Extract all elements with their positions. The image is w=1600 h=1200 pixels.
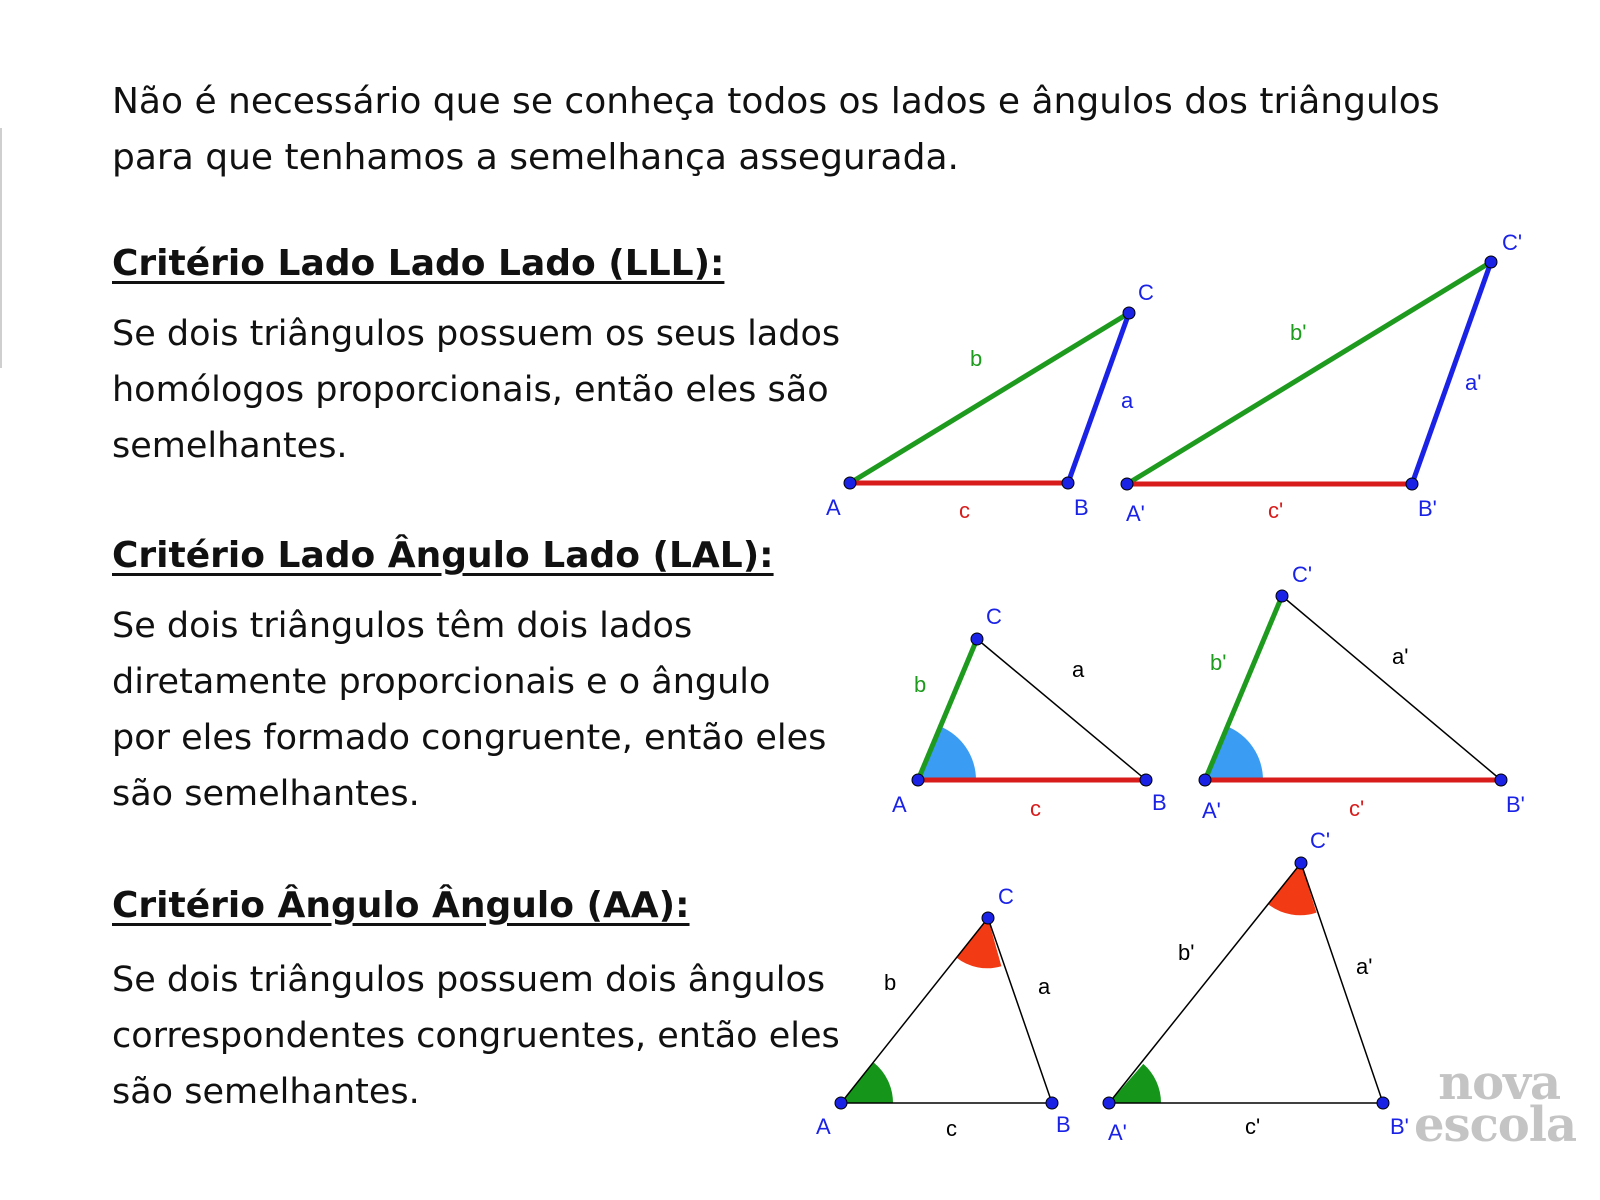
lll-t2-label-B: B' — [1418, 496, 1437, 521]
lll-t2-point-c — [1485, 256, 1497, 268]
lal-t2-side-a — [1282, 596, 1501, 780]
intro-text: Não é necessário que se conheça todos os lados e ângulos dos triângulos para que tenhamos a semelhança assegurada. — [112, 81, 1440, 178]
logo-line-1: nova — [1438, 1055, 1561, 1111]
aa-t2-point-c — [1295, 857, 1307, 869]
lal-t1-point-b — [1140, 774, 1152, 786]
lll-triangle-1 — [826, 280, 1154, 523]
aa-t1-point-a — [835, 1097, 847, 1109]
aa-t2-point-b — [1377, 1097, 1389, 1109]
aa-t1-label-A: A — [816, 1114, 831, 1139]
body-lal: Se dois triângulos têm dois lados diretamente proporcionais e o ângulo por eles formado congruente, então eles são semelhantes. — [112, 606, 827, 814]
aa-t1-angle-a — [841, 1063, 893, 1103]
lll-t2-label-a: a' — [1465, 370, 1482, 395]
aa-t1-label-a: a — [1038, 974, 1051, 999]
aa-t1-label-C: C — [998, 884, 1014, 909]
figure-lll — [826, 230, 1522, 526]
aa-t2-label-A: A' — [1108, 1120, 1127, 1145]
lll-t2-point-b — [1406, 478, 1418, 490]
lal-t2-point-a — [1199, 774, 1211, 786]
lll-t1-label-a: a — [1121, 388, 1134, 413]
aa-t2-label-a: a' — [1356, 954, 1373, 979]
lll-t1-point-a — [844, 477, 856, 489]
aa-t1-angle-c — [956, 918, 1001, 968]
lll-t1-point-c — [1123, 307, 1135, 319]
aa-t1-label-B: B — [1056, 1112, 1071, 1137]
aa-t1-label-b: b — [884, 970, 897, 995]
body-lll: Se dois triângulos possuem os seus lados homólogos proporcionais, então eles são semelhantes. — [112, 314, 841, 466]
body-aa: Se dois triângulos possuem dois ângulos correspondentes congruentes, então eles são semelhantes. — [112, 960, 840, 1112]
lal-t1-label-B: B — [1152, 790, 1167, 815]
aa-t1-label-c: c — [946, 1116, 957, 1141]
aa-t2-outline — [1109, 863, 1383, 1103]
lal-t1-label-a: a — [1072, 657, 1085, 682]
lll-t1-label-A: A — [826, 495, 841, 520]
lal-t1-label-b: b — [914, 672, 927, 697]
lal-t2-point-b — [1495, 774, 1507, 786]
aa-t2-label-c: c' — [1245, 1114, 1261, 1139]
lal-t2-label-c: c' — [1349, 796, 1365, 821]
lal-t1-label-C: C — [986, 604, 1002, 629]
aa-t2-label-B: B' — [1390, 1114, 1409, 1139]
lll-t1-label-b: b — [970, 346, 983, 371]
figure-lal — [892, 562, 1525, 823]
heading-lll: Critério Lado Lado Lado (LLL): — [112, 243, 725, 284]
aa-t1-point-c — [982, 912, 994, 924]
lll-t2-label-C: C' — [1502, 230, 1523, 255]
lll-t1-label-B: B — [1074, 495, 1089, 520]
lll-triangle-2 — [1121, 230, 1522, 526]
lal-t1-side-a — [977, 639, 1146, 780]
aa-triangle-1 — [816, 884, 1071, 1141]
lal-t2-label-B: B' — [1506, 792, 1525, 817]
aa-triangle-2 — [1103, 828, 1409, 1145]
lal-t2-label-a: a' — [1392, 644, 1409, 669]
aa-t1-point-b — [1046, 1097, 1058, 1109]
lal-t2-label-A: A' — [1202, 798, 1221, 823]
lll-t2-side-b — [1127, 262, 1491, 484]
lll-t1-side-b — [850, 313, 1129, 483]
lll-t2-label-b: b' — [1290, 320, 1307, 345]
figure-aa — [816, 828, 1409, 1145]
lal-t1-point-a — [912, 774, 924, 786]
lll-t1-label-c: c — [959, 498, 970, 523]
lal-t1-point-c — [971, 633, 983, 645]
lal-t2-point-c — [1276, 590, 1288, 602]
lal-t2-label-C: C' — [1292, 562, 1313, 587]
nova-escola-logo — [1414, 1055, 1577, 1153]
heading-lal: Critério Lado Ângulo Lado (LAL): — [112, 535, 774, 576]
heading-aa: Critério Ângulo Ângulo (AA): — [112, 885, 690, 926]
lll-t2-label-c: c' — [1268, 498, 1284, 523]
lll-t1-point-b — [1062, 477, 1074, 489]
aa-t2-label-C: C' — [1310, 828, 1331, 853]
lal-t1-label-c: c — [1030, 796, 1041, 821]
lal-triangle-2 — [1199, 562, 1525, 823]
lll-t1-side-a — [1068, 313, 1129, 483]
lal-t2-label-b: b' — [1210, 650, 1227, 675]
lll-t2-point-a — [1121, 478, 1133, 490]
aa-t2-point-a — [1103, 1097, 1115, 1109]
lll-t1-label-C: C — [1138, 280, 1154, 305]
lal-triangle-1 — [892, 604, 1167, 821]
lal-t1-label-A: A — [892, 792, 907, 817]
logo-line-2: escola — [1414, 1097, 1577, 1153]
aa-t2-label-b: b' — [1178, 940, 1195, 965]
lll-t2-label-A: A' — [1126, 501, 1145, 526]
